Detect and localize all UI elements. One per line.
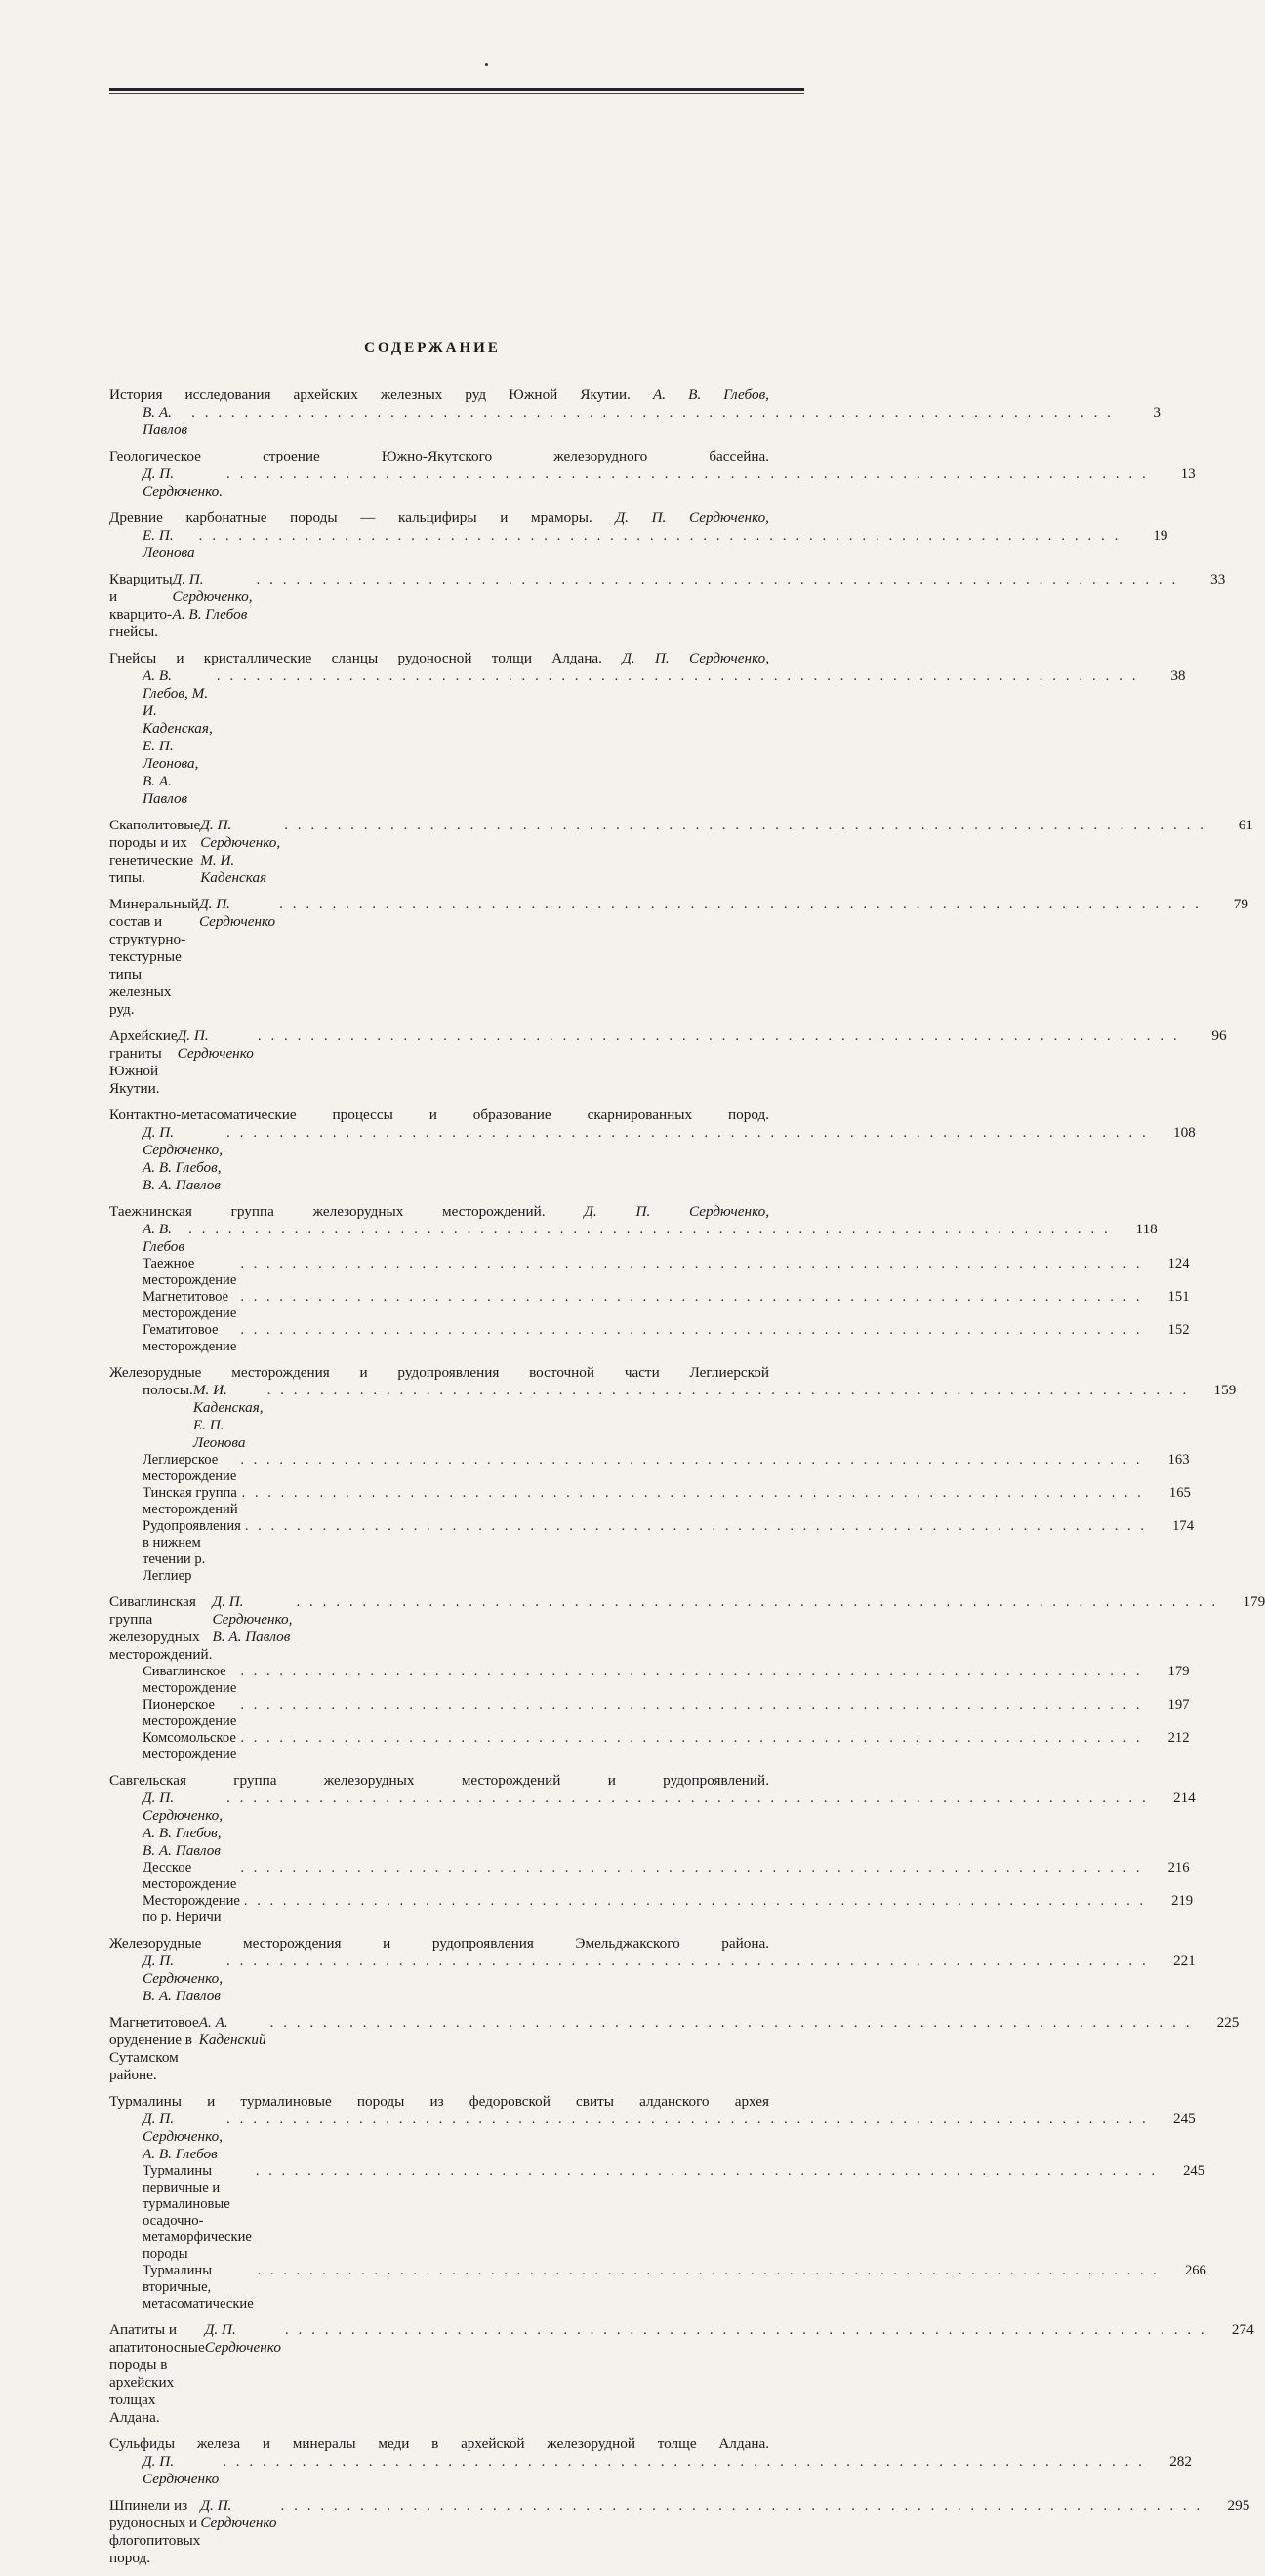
page-number: 274	[1231, 2321, 1254, 2338]
dot-leader: . . . . . . . . . . . . . . . . . . . . . . . . . . . . . . . . . . . . . . . . . . . . . . . . . . . . . . . . . . . . . . . . . . . . . .	[240, 1289, 1143, 1305]
page-number: 214	[1172, 1790, 1196, 1806]
entry-authors: Д. П. Сердюченко,	[622, 650, 769, 666]
entry-authors: Д. П. Сердюченко.	[143, 465, 223, 500]
dot-leader: . . . . . . . . . . . . . . . . . . . . . . . . . . . . . . . . . . . . . . . . . . . . . . . . . . . . . . . . . . . . . . . . . . . . . .	[240, 1697, 1143, 1712]
toc-subentry[interactable]	[109, 1664, 1190, 1697]
toc-entry[interactable]	[109, 817, 1253, 887]
entry-authors: Е. П. Леонова	[143, 527, 195, 561]
toc-line	[109, 2497, 1250, 2567]
entry-title: Магнетитовое оруденение в Сутамском районе.	[109, 2014, 199, 2083]
table-of-contents	[109, 386, 1265, 2576]
entry-authors: Д. П. Сердюченко,	[615, 509, 769, 526]
toc-line-second	[109, 1952, 1196, 2005]
entry-authors: Д. П. Сердюченко	[143, 2453, 220, 2487]
toc-entry[interactable]	[109, 509, 1168, 562]
entry-title-line	[109, 509, 769, 527]
toc-subentry[interactable]	[109, 1893, 1194, 1926]
entry-title: Контактно-метасоматические процессы и образование скарнированных пород.	[109, 1107, 769, 1123]
subentry-title: Пионерское месторождение	[143, 1697, 237, 1729]
entry-authors: Д. П. Сердюченко, М. И. Каденская	[200, 817, 281, 886]
entry-title: Древние карбонатные породы — кальцифиры и мраморы.	[109, 509, 592, 526]
subentry-title: Таежное месторождение	[143, 1256, 237, 1288]
toc-entry[interactable]	[109, 2497, 1250, 2567]
page-number: 96	[1211, 1027, 1227, 1044]
dot-leader: . . . . . . . . . . . . . . . . . . . . . . . . . . . . . . . . . . . . . . . . . . . . . . . . . . . . . . . . . . . . . . . . . . . . . .	[243, 1893, 1147, 1909]
entry-title-line	[109, 1107, 769, 1124]
toc-entry[interactable]	[109, 1364, 1237, 1585]
page-number: 266	[1184, 2263, 1206, 2278]
entry-title: Гнейсы и кристаллические сланцы рудоносной толщи Алдана.	[109, 650, 602, 666]
toc-line-second	[109, 1382, 1237, 1452]
toc-subentry[interactable]	[109, 1518, 1194, 1585]
subentry-title: Месторождение по р. Неричи	[143, 1893, 240, 1925]
subentry-title: Гематитовое месторождение	[143, 1322, 237, 1354]
toc-line-first	[109, 1935, 812, 1952]
entry-title: Таежнинская группа железорудных месторождений.	[109, 1203, 546, 1220]
entry-authors: Д. П. Сердюченко	[198, 896, 276, 930]
toc-line-first	[109, 1364, 812, 1382]
page-number: 179	[1243, 1593, 1265, 1610]
dot-leader: . . . . . . . . . . . . . . . . . . . . . . . . . . . . . . . . . . . . . . . . . . . . . . . . . . . . . . . . . . . . . . . . . . . . . .	[269, 2014, 1193, 2031]
toc-entry[interactable]	[109, 2435, 1192, 2488]
page-title: СОДЕРЖАНИЕ	[364, 341, 501, 356]
subentry-title: Турмалины вторичные, метасоматические	[143, 2263, 254, 2312]
entry-authors: Д. П. Сердюченко, А. В. Глебов, В. А. Павлов	[143, 1124, 223, 1193]
dot-leader: . . . . . . . . . . . . . . . . . . . . . . . . . . . . . . . . . . . . . . . . . . . . . . . . . . . . . . . . . . . . . . . . . . . . . .	[284, 817, 1206, 833]
toc-line-first	[109, 650, 812, 667]
subentry-title: Тинская группа месторождений	[143, 1485, 238, 1517]
toc-line-first	[109, 386, 812, 404]
page-number: 295	[1227, 2497, 1250, 2514]
dot-leader: . . . . . . . . . . . . . . . . . . . . . . . . . . . . . . . . . . . . . . . . . . . . . . . . . . . . . . . . . . . . . . . . . . . . . .	[255, 2163, 1159, 2179]
toc-entry[interactable]	[109, 896, 1248, 1019]
toc-subentry[interactable]	[109, 1860, 1190, 1893]
page-number: 118	[1135, 1221, 1158, 1237]
subentry-title: Десское месторождение	[143, 1860, 237, 1892]
toc-subentry[interactable]	[109, 1289, 1190, 1322]
toc-line-second	[109, 404, 1161, 439]
subentry-title: Магнетитовое месторождение	[143, 1289, 237, 1321]
page-number: 282	[1169, 2453, 1192, 2470]
toc-entry[interactable]	[109, 571, 1226, 641]
toc-entry[interactable]	[109, 1935, 1196, 2005]
dot-leader: . . . . . . . . . . . . . . . . . . . . . . . . . . . . . . . . . . . . . . . . . . . . . . . . . . . . . . . . . . . . . . . . . . . . . .	[188, 1221, 1111, 1237]
entry-authors: Д. П. Сердюченко,	[584, 1203, 769, 1220]
print-speck	[485, 63, 488, 66]
toc-line-first	[109, 448, 812, 465]
entry-title: Архейские граниты Южной Якутии.	[109, 1027, 178, 1097]
toc-line	[109, 817, 1253, 887]
entry-title: Шпинели из рудоносных и флогопитовых пород.	[109, 2497, 201, 2566]
subentry-title: Комсомольское месторождение	[143, 1730, 237, 1762]
toc-entry[interactable]	[109, 1027, 1227, 1098]
entry-title-line	[109, 2435, 769, 2453]
subentry-title: Рудопроявления в нижнем течении р. Леглиер	[143, 1518, 241, 1584]
dot-leader: . . . . . . . . . . . . . . . . . . . . . . . . . . . . . . . . . . . . . . . . . . . . . . . . . . . . . . . . . . . . . . . . . . . . . .	[240, 1452, 1143, 1468]
toc-line	[109, 1593, 1265, 1664]
entry-authors: Д. П. Сердюченко, В. А. Павлов	[143, 1952, 223, 2004]
entry-authors: Д. П. Сердюченко	[200, 2497, 277, 2531]
entry-authors: Д. П. Сердюченко, А. В. Глебов	[143, 2111, 223, 2162]
page-number: 159	[1213, 1382, 1237, 1398]
page-number: 225	[1216, 2014, 1240, 2031]
entry-authors: Д. П. Сердюченко, А. В. Глебов, В. А. Павлов	[143, 1790, 223, 1859]
toc-subentry[interactable]	[109, 1322, 1190, 1355]
page-number: 79	[1233, 896, 1248, 912]
dot-leader: . . . . . . . . . . . . . . . . . . . . . . . . . . . . . . . . . . . . . . . . . . . . . . . . . . . . . . . . . . . . . . . . . . . . . .	[240, 1730, 1143, 1746]
entry-title: Кварциты и кварцито-гнейсы.	[109, 571, 173, 640]
page-number: 216	[1167, 1860, 1190, 1875]
entry-authors: А. В. Глебов,	[652, 386, 769, 403]
page-number: 38	[1170, 667, 1186, 684]
subentry-title: Турмалины первичные и турмалиновые осадочно-метаморфические породы	[143, 2163, 252, 2262]
dot-leader: . . . . . . . . . . . . . . . . . . . . . . . . . . . . . . . . . . . . . . . . . . . . . . . . . . . . . . . . . . . . . . . . . . . . . .	[191, 404, 1114, 421]
entry-authors: А. А. Каденский	[198, 2014, 266, 2048]
toc-line-first	[109, 1772, 812, 1790]
entry-title: Сульфиды железа и минералы меди в архейской железорудной толще Алдана.	[109, 2435, 769, 2452]
dot-leader: . . . . . . . . . . . . . . . . . . . . . . . . . . . . . . . . . . . . . . . . . . . . . . . . . . . . . . . . . . . . . . . . . . . . . .	[226, 1952, 1149, 1969]
dot-leader: . . . . . . . . . . . . . . . . . . . . . . . . . . . . . . . . . . . . . . . . . . . . . . . . . . . . . . . . . . . . . . . . . . . . . .	[240, 1256, 1143, 1271]
toc-line-first	[109, 2435, 812, 2453]
dot-leader: . . . . . . . . . . . . . . . . . . . . . . . . . . . . . . . . . . . . . . . . . . . . . . . . . . . . . . . . . . . . . . . . . . . . . .	[244, 1518, 1147, 1534]
toc-line-second	[109, 2453, 1192, 2488]
entry-authors: А. В. Глебов	[143, 1221, 184, 1255]
subentry-title: Леглиерское месторождение	[143, 1452, 237, 1484]
toc-line	[109, 2014, 1240, 2084]
page-number: 163	[1167, 1452, 1190, 1468]
toc-subentry[interactable]	[109, 2163, 1205, 2263]
entry-title-line	[109, 448, 769, 465]
dot-leader: . . . . . . . . . . . . . . . . . . . . . . . . . . . . . . . . . . . . . . . . . . . . . . . . . . . . . . . . . . . . . . . . . . . . . .	[226, 1790, 1149, 1806]
entry-title-line	[109, 1935, 769, 1952]
page-number: 219	[1171, 1893, 1194, 1909]
toc-line	[109, 896, 1248, 1019]
dot-leader: . . . . . . . . . . . . . . . . . . . . . . . . . . . . . . . . . . . . . . . . . . . . . . . . . . . . . . . . . . . . . . . . . . . . . .	[296, 1593, 1219, 1610]
toc-line	[109, 571, 1226, 641]
toc-entry[interactable]	[109, 2014, 1240, 2084]
entry-title-line	[109, 650, 769, 667]
entry-title-line	[109, 1364, 769, 1382]
entry-title: Турмалины и турмалиновые породы из федоровской свиты алданского архея	[109, 2093, 769, 2110]
page-number: 33	[1210, 571, 1226, 587]
toc-line-second	[109, 667, 1186, 808]
subentry-title: Сиваглинское месторождение	[143, 1664, 237, 1696]
toc-line-first	[109, 1203, 812, 1221]
entry-title-line	[109, 2093, 769, 2111]
dot-leader: . . . . . . . . . . . . . . . . . . . . . . . . . . . . . . . . . . . . . . . . . . . . . . . . . . . . . . . . . . . . . . . . . . . . . .	[256, 571, 1179, 587]
toc-line-first	[109, 2093, 812, 2111]
toc-subentry[interactable]	[109, 2263, 1206, 2313]
toc-line-second	[109, 465, 1196, 501]
entry-title: Сиваглинская группа железорудных месторождений.	[109, 1593, 213, 1663]
toc-subentry[interactable]	[109, 1697, 1190, 1730]
entry-authors: Д. П. Сердюченко, А. В. Глебов	[172, 571, 253, 623]
entry-title: Железорудные месторождения и рудопроявления Эмельджакского района.	[109, 1935, 769, 1952]
dot-leader: . . . . . . . . . . . . . . . . . . . . . . . . . . . . . . . . . . . . . . . . . . . . . . . . . . . . . . . . . . . . . . . . . . . . . .	[241, 1485, 1144, 1501]
dot-leader: . . . . . . . . . . . . . . . . . . . . . . . . . . . . . . . . . . . . . . . . . . . . . . . . . . . . . . . . . . . . . . . . . . . . . .	[240, 1860, 1143, 1875]
entry-title: Савгельская группа железорудных месторождений и рудопроявлений.	[109, 1772, 769, 1789]
entry-title: Железорудные месторождения и рудопроявления восточной части Леглиерской	[109, 1364, 769, 1381]
toc-entry[interactable]	[109, 448, 1196, 501]
entry-authors: Д. П. Сердюченко	[177, 1027, 254, 1062]
toc-line-first	[109, 1107, 812, 1124]
page-number: 174	[1172, 1518, 1194, 1534]
page-number: 152	[1167, 1322, 1190, 1338]
dot-leader: . . . . . . . . . . . . . . . . . . . . . . . . . . . . . . . . . . . . . . . . . . . . . . . . . . . . . . . . . . . . . . . . . . . . . .	[226, 2111, 1149, 2127]
page-number: 19	[1153, 527, 1168, 543]
dot-leader: . . . . . . . . . . . . . . . . . . . . . . . . . . . . . . . . . . . . . . . . . . . . . . . . . . . . . . . . . . . . . . . . . . . . . .	[226, 1124, 1149, 1141]
dot-leader: . . . . . . . . . . . . . . . . . . . . . . . . . . . . . . . . . . . . . . . . . . . . . . . . . . . . . . . . . . . . . . . . . . . . . .	[223, 2453, 1145, 2470]
dot-leader: . . . . . . . . . . . . . . . . . . . . . . . . . . . . . . . . . . . . . . . . . . . . . . . . . . . . . . . . . . . . . . . . . . . . . .	[240, 1322, 1143, 1338]
page-number: 124	[1167, 1256, 1190, 1271]
page-number: 212	[1167, 1730, 1190, 1746]
page-number: 245	[1172, 2111, 1196, 2127]
toc-subentry[interactable]	[109, 1452, 1190, 1485]
dot-leader: . . . . . . . . . . . . . . . . . . . . . . . . . . . . . . . . . . . . . . . . . . . . . . . . . . . . . . . . . . . . . . . . . . . . . .	[216, 667, 1139, 684]
page-number: 165	[1168, 1485, 1191, 1501]
page-number: 3	[1153, 404, 1161, 421]
toc-entry[interactable]	[109, 1593, 1265, 1763]
page-number: 197	[1167, 1697, 1190, 1712]
entry-title-line	[109, 386, 769, 404]
page-number: 179	[1167, 1664, 1190, 1679]
dot-leader: . . . . . . . . . . . . . . . . . . . . . . . . . . . . . . . . . . . . . . . . . . . . . . . . . . . . . . . . . . . . . . . . . . . . . .	[257, 1027, 1180, 1044]
entry-title: Минеральный состав и структурно-текстурные типы железных руд.	[109, 896, 199, 1018]
header-rule	[109, 88, 804, 91]
toc-line-first	[109, 509, 812, 527]
toc-entry[interactable]	[109, 2093, 1206, 2313]
entry-title: История исследования архейских железных руд Южной Якутии.	[109, 386, 631, 403]
toc-line-second	[109, 1790, 1196, 1860]
entry-authors: Д. П. Сердюченко	[204, 2321, 281, 2355]
toc-entry[interactable]	[109, 650, 1186, 808]
toc-line-second	[109, 2111, 1196, 2163]
toc-line	[109, 1027, 1227, 1098]
toc-subentry[interactable]	[109, 1730, 1190, 1763]
page-number: 61	[1238, 817, 1253, 833]
entry-authors: В. А. Павлов	[143, 404, 188, 438]
entry-title: Скаполитовые породы и их генетические типы.	[109, 817, 201, 886]
page-number: 151	[1167, 1289, 1190, 1305]
page-number: 13	[1180, 465, 1196, 482]
page-number: 221	[1172, 1952, 1196, 1969]
toc-entry[interactable]	[109, 386, 1161, 439]
page-number: 245	[1183, 2163, 1205, 2179]
entry-authors: Д. П. Сердюченко, В. А. Павлов	[212, 1593, 293, 1645]
dot-leader: . . . . . . . . . . . . . . . . . . . . . . . . . . . . . . . . . . . . . . . . . . . . . . . . . . . . . . . . . . . . . . . . . . . . . .	[266, 1382, 1190, 1398]
toc-line-second	[109, 1221, 1158, 1256]
dot-leader: . . . . . . . . . . . . . . . . . . . . . . . . . . . . . . . . . . . . . . . . . . . . . . . . . . . . . . . . . . . . . . . . . . . . . .	[198, 527, 1122, 543]
toc-entry[interactable]	[109, 1107, 1196, 1194]
entry-title: Геологическое строение Южно-Якутского железорудного бассейна.	[109, 448, 769, 464]
toc-line	[109, 2321, 1254, 2427]
entry-authors: М. И. Каденская, Е. П. Леонова	[192, 1382, 264, 1451]
toc-entry[interactable]	[109, 1772, 1196, 1926]
toc-entry[interactable]	[109, 1203, 1190, 1355]
toc-line-second	[109, 527, 1168, 562]
entry-title-line	[109, 1203, 769, 1221]
toc-subentry[interactable]	[109, 1256, 1190, 1289]
toc-line-second	[109, 1124, 1196, 1194]
toc-subentry[interactable]	[109, 1485, 1191, 1518]
entry-title-line	[109, 1772, 769, 1790]
dot-leader: . . . . . . . . . . . . . . . . . . . . . . . . . . . . . . . . . . . . . . . . . . . . . . . . . . . . . . . . . . . . . . . . . . . . . .	[257, 2263, 1160, 2278]
dot-leader: . . . . . . . . . . . . . . . . . . . . . . . . . . . . . . . . . . . . . . . . . . . . . . . . . . . . . . . . . . . . . . . . . . . . . .	[284, 2321, 1207, 2338]
entry-title-cont: полосы.	[143, 1382, 193, 1398]
header-rule-thin	[109, 93, 804, 94]
dot-leader: . . . . . . . . . . . . . . . . . . . . . . . . . . . . . . . . . . . . . . . . . . . . . . . . . . . . . . . . . . . . . . . . . . . . . .	[240, 1664, 1143, 1679]
dot-leader: . . . . . . . . . . . . . . . . . . . . . . . . . . . . . . . . . . . . . . . . . . . . . . . . . . . . . . . . . . . . . . . . . . . . . .	[279, 896, 1202, 912]
page-number: 108	[1172, 1124, 1196, 1141]
dot-leader: . . . . . . . . . . . . . . . . . . . . . . . . . . . . . . . . . . . . . . . . . . . . . . . . . . . . . . . . . . . . . . . . . . . . . .	[280, 2497, 1204, 2514]
entry-authors: А. В. Глебов, М. И. Каденская, Е. П. Леонова, В. А. Павлов	[143, 667, 213, 807]
entry-title: Апатиты и апатитоносные породы в архейских толщах Алдана.	[109, 2321, 205, 2426]
dot-leader: . . . . . . . . . . . . . . . . . . . . . . . . . . . . . . . . . . . . . . . . . . . . . . . . . . . . . . . . . . . . . . . . . . . . . .	[226, 465, 1149, 482]
toc-entry[interactable]	[109, 2321, 1254, 2427]
